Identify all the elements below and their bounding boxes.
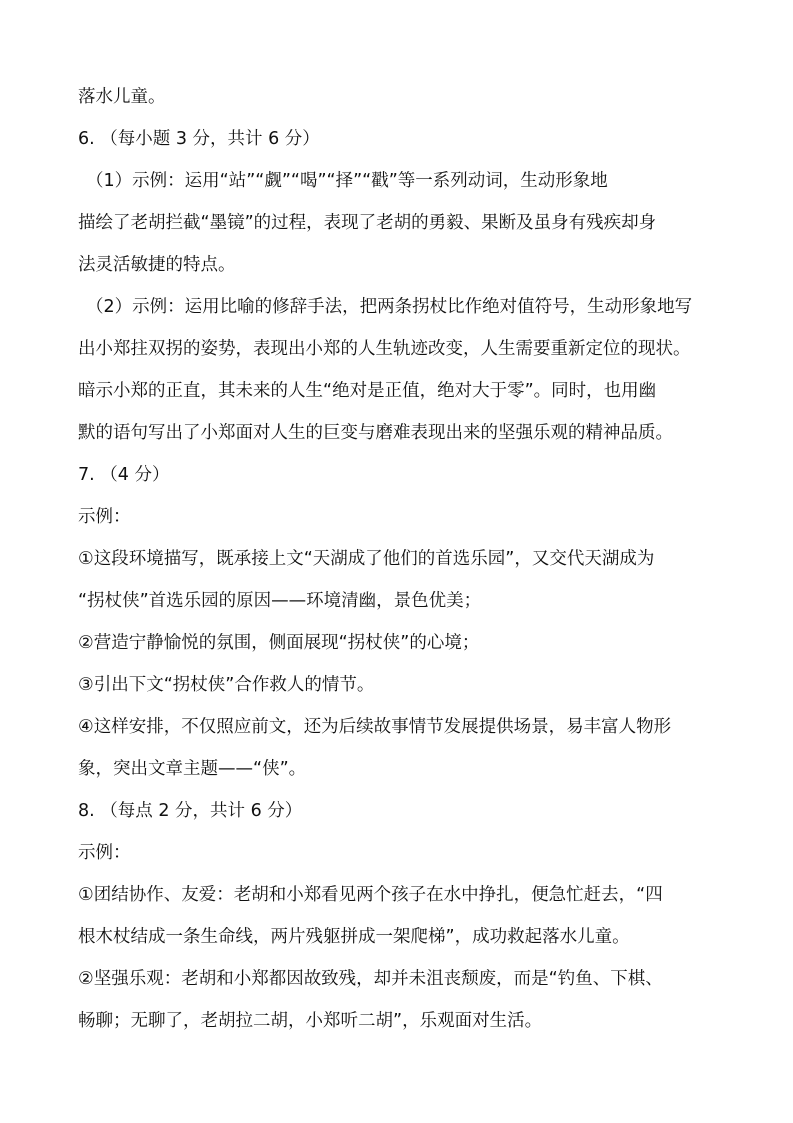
text-line: ②营造宁静愉悦的氛围，侧面展现“拐杖侠”的心境； bbox=[78, 633, 480, 653]
text-line: 示例： bbox=[78, 843, 131, 863]
text-line: 出小郑拄双拐的姿势，表现出小郑的人生轨迹改变，人生需要重新定位的现状。 bbox=[78, 339, 691, 359]
text-line: ①这段环境描写，既承接上文“天湖成了他们的首选乐园”，又交代天湖成为 bbox=[78, 549, 655, 569]
text-line: “拐杖侠”首选乐园的原因——环境清幽，景色优美； bbox=[78, 591, 482, 611]
text-line: ④这样安排，不仅照应前文，还为后续故事情节发展提供场景，易丰富人物形 bbox=[78, 717, 672, 737]
text-line: ①团结协作、友爱：老胡和小郑看见两个孩子在水中挣扎，便急忙赶去，“四 bbox=[78, 885, 663, 905]
text-line: ③引出下文“拐杖侠”合作救人的情节。 bbox=[78, 675, 375, 695]
text-line: 象，突出文章主题——“侠”。 bbox=[78, 759, 307, 779]
text-line: 根木杖结成一条生命线，两片残躯拼成一架爬梯”，成功救起落水儿童。 bbox=[78, 927, 630, 947]
text-line: （1）示例：运用“站”“觑”“喝”“择”“戳”等一系列动词，生动形象地 bbox=[86, 171, 608, 191]
question-7-heading: 7. （4 分） bbox=[78, 465, 170, 485]
question-6-heading: 6. （每小题 3 分，共计 6 分） bbox=[78, 129, 320, 149]
text-line: 法灵活敏捷的特点。 bbox=[78, 255, 236, 275]
text-line: 暗示小郑的正直，其未来的人生“绝对是正值，绝对大于零”。同时，也用幽 bbox=[78, 381, 657, 401]
text-line: 落水儿童。 bbox=[78, 87, 166, 107]
text-line: ②坚强乐观：老胡和小郑都因故致残，却并未沮丧颓废，而是“钓鱼、下棋、 bbox=[78, 969, 663, 989]
question-8-heading: 8. （每点 2 分，共计 6 分） bbox=[78, 801, 303, 821]
text-line: 描绘了老胡拦截“墨镜”的过程，表现了老胡的勇毅、果断及虽身有残疾却身 bbox=[78, 213, 657, 233]
text-line: 示例： bbox=[78, 507, 131, 527]
text-line: 畅聊；无聊了，老胡拉二胡，小郑听二胡”，乐观面对生活。 bbox=[78, 1011, 543, 1031]
text-line: 默的语句写出了小郑面对人生的巨变与磨难表现出来的坚强乐观的精神品质。 bbox=[78, 423, 673, 443]
text-line: （2）示例：运用比喻的修辞手法，把两条拐杖比作绝对值符号，生动形象地写 bbox=[86, 297, 693, 317]
